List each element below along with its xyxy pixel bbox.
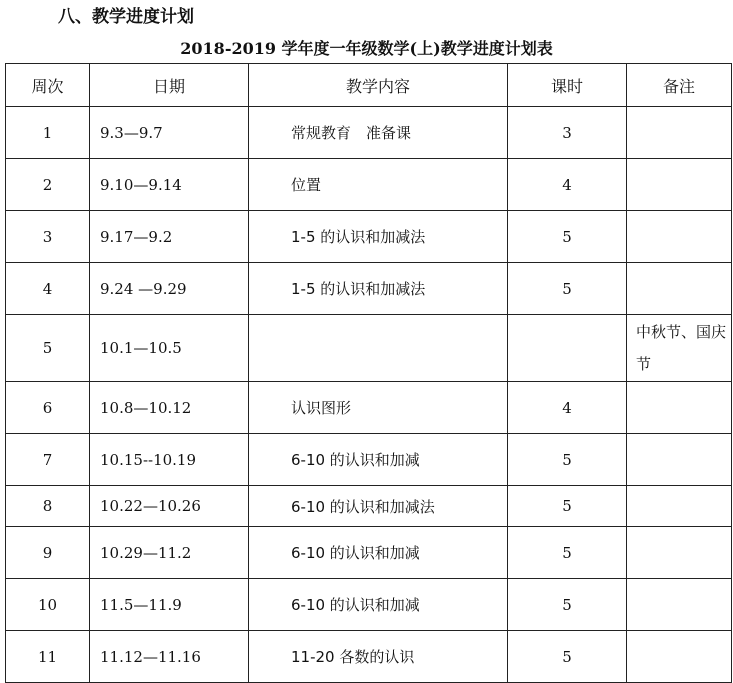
- cell-notes: [627, 211, 732, 263]
- cell-notes: [627, 631, 732, 683]
- cell-content: 1-5 的认识和加减法: [249, 211, 508, 263]
- cell-week: 4: [6, 263, 90, 315]
- table-row: [6, 107, 732, 159]
- cell-week: 8: [6, 486, 90, 527]
- header-date: 日期: [90, 64, 249, 107]
- cell-week: 2: [6, 159, 90, 211]
- cell-date: 10.8—10.12: [90, 382, 249, 434]
- table-row: [6, 434, 732, 486]
- cell-date: 11.5—11.9: [90, 579, 249, 631]
- cell-hours: 5: [508, 486, 627, 527]
- cell-content: 11-20 各数的认识: [249, 631, 508, 683]
- schedule-table: [5, 63, 732, 683]
- cell-date: 9.24 —9.29: [90, 263, 249, 315]
- cell-notes: [627, 434, 732, 486]
- cell-week: 10: [6, 579, 90, 631]
- cell-content: 6-10 的认识和加减法: [249, 486, 508, 527]
- header-hours: 课时: [508, 64, 627, 107]
- cell-content: 常规教育 准备课: [249, 107, 508, 159]
- cell-hours: 3: [508, 107, 627, 159]
- cell-date: 9.17—9.2: [90, 211, 249, 263]
- table-row: [6, 315, 732, 382]
- cell-week: 6: [6, 382, 90, 434]
- cell-date: 11.12—11.16: [90, 631, 249, 683]
- cell-content: 6-10 的认识和加减: [249, 434, 508, 486]
- header-week: 周次: [6, 64, 90, 107]
- cell-notes: [627, 159, 732, 211]
- cell-notes: [627, 382, 732, 434]
- cell-hours: 5: [508, 434, 627, 486]
- table-row: [6, 382, 732, 434]
- cell-content: 位置: [249, 159, 508, 211]
- cell-date: 10.1—10.5: [90, 315, 249, 382]
- cell-hours: 5: [508, 579, 627, 631]
- cell-week: 7: [6, 434, 90, 486]
- table-row: [6, 527, 732, 579]
- header-notes: 备注: [627, 64, 732, 107]
- cell-notes: [627, 527, 732, 579]
- cell-notes: [627, 486, 732, 527]
- cell-date: 10.22—10.26: [90, 486, 249, 527]
- cell-hours: 5: [508, 211, 627, 263]
- table-row: [6, 159, 732, 211]
- cell-week: 5: [6, 315, 90, 382]
- table-row: [6, 211, 732, 263]
- cell-content: [249, 315, 508, 382]
- cell-content: 6-10 的认识和加减: [249, 527, 508, 579]
- table-title: 2018-2019 学年度一年级数学(上)教学进度计划表: [180, 39, 553, 58]
- header-content: 教学内容: [249, 64, 508, 107]
- cell-content: 6-10 的认识和加减: [249, 579, 508, 631]
- cell-hours: [508, 315, 627, 382]
- cell-notes: [627, 263, 732, 315]
- cell-hours: 4: [508, 382, 627, 434]
- cell-hours: 5: [508, 631, 627, 683]
- cell-date: 10.29—11.2: [90, 527, 249, 579]
- cell-date: 9.3—9.7: [90, 107, 249, 159]
- cell-date: 10.15--10.19: [90, 434, 249, 486]
- table-row: [6, 631, 732, 683]
- cell-hours: 5: [508, 263, 627, 315]
- table-row: [6, 486, 732, 527]
- cell-notes: [627, 107, 732, 159]
- cell-week: 1: [6, 107, 90, 159]
- cell-notes: 中秋节、国庆节: [627, 315, 732, 382]
- cell-date: 9.10—9.14: [90, 159, 249, 211]
- cell-notes: [627, 579, 732, 631]
- cell-week: 9: [6, 527, 90, 579]
- cell-week: 11: [6, 631, 90, 683]
- cell-hours: 5: [508, 527, 627, 579]
- table-row: [6, 263, 732, 315]
- cell-week: 3: [6, 211, 90, 263]
- cell-content: 1-5 的认识和加减法: [249, 263, 508, 315]
- table-row: [6, 579, 732, 631]
- section-title: 八、教学进度计划: [58, 7, 194, 27]
- cell-content: 认识图形: [249, 382, 508, 434]
- cell-hours: 4: [508, 159, 627, 211]
- table-header-row: [6, 64, 732, 107]
